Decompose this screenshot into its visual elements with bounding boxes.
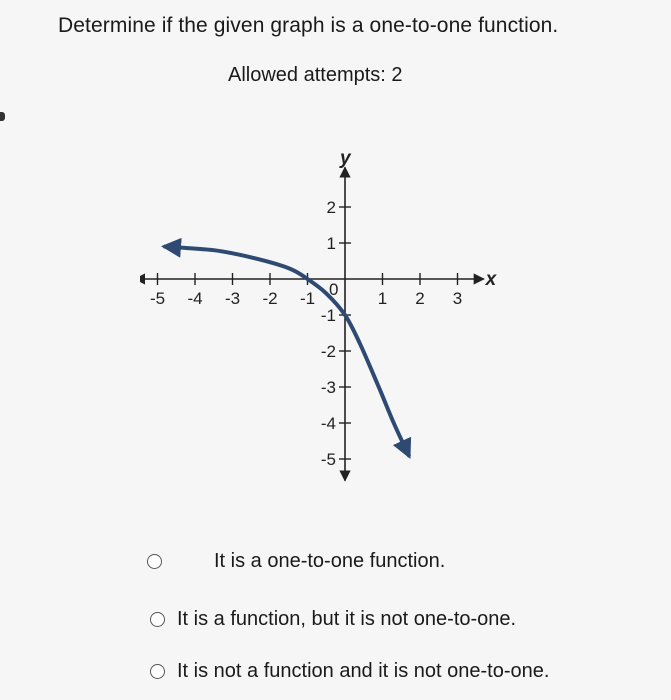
graph-svg <box>140 150 510 510</box>
x-tick-label: -4 <box>187 289 203 308</box>
option-not-function[interactable] <box>150 660 549 683</box>
x-tick-label: 3 <box>452 289 463 308</box>
x-axis-label: x <box>485 269 497 290</box>
option-label: It is a one-to-one function. <box>214 550 446 572</box>
radio-button[interactable] <box>150 664 165 679</box>
option-function-not-one-to-one[interactable] <box>150 608 516 631</box>
question-text: Determine if the given graph is a one-to-one function. <box>58 14 559 37</box>
radio-button[interactable] <box>150 612 165 627</box>
x-tick-label: -5 <box>149 289 166 308</box>
allowed-attempts: Allowed attempts: 2 <box>228 64 403 86</box>
y-axis-label: y <box>340 150 351 169</box>
y-tick-label: -1 <box>320 306 336 325</box>
x-tick-label: -1 <box>299 289 316 308</box>
origin-label: 0 <box>329 280 339 299</box>
option-one-to-one[interactable] <box>147 550 445 573</box>
x-tick-label: 1 <box>377 289 388 308</box>
x-tick-label: 2 <box>415 289 425 308</box>
y-tick-label: -5 <box>320 450 336 469</box>
y-tick-label: -2 <box>320 342 336 361</box>
x-tick-label: -2 <box>262 289 278 308</box>
x-tick-label: -3 <box>224 289 241 308</box>
function-curve <box>165 247 409 456</box>
y-tick-label: -4 <box>320 414 336 433</box>
option-label: It is not a function and it is not one-to-one. <box>177 660 550 682</box>
function-graph <box>140 150 510 510</box>
option-label: It is a function, but it is not one-to-one. <box>177 608 517 630</box>
edge-marker <box>0 112 5 121</box>
radio-button[interactable] <box>147 554 162 569</box>
y-tick-label: -3 <box>320 378 336 397</box>
y-tick-label: 2 <box>326 198 336 217</box>
y-tick-label: 1 <box>326 234 336 253</box>
